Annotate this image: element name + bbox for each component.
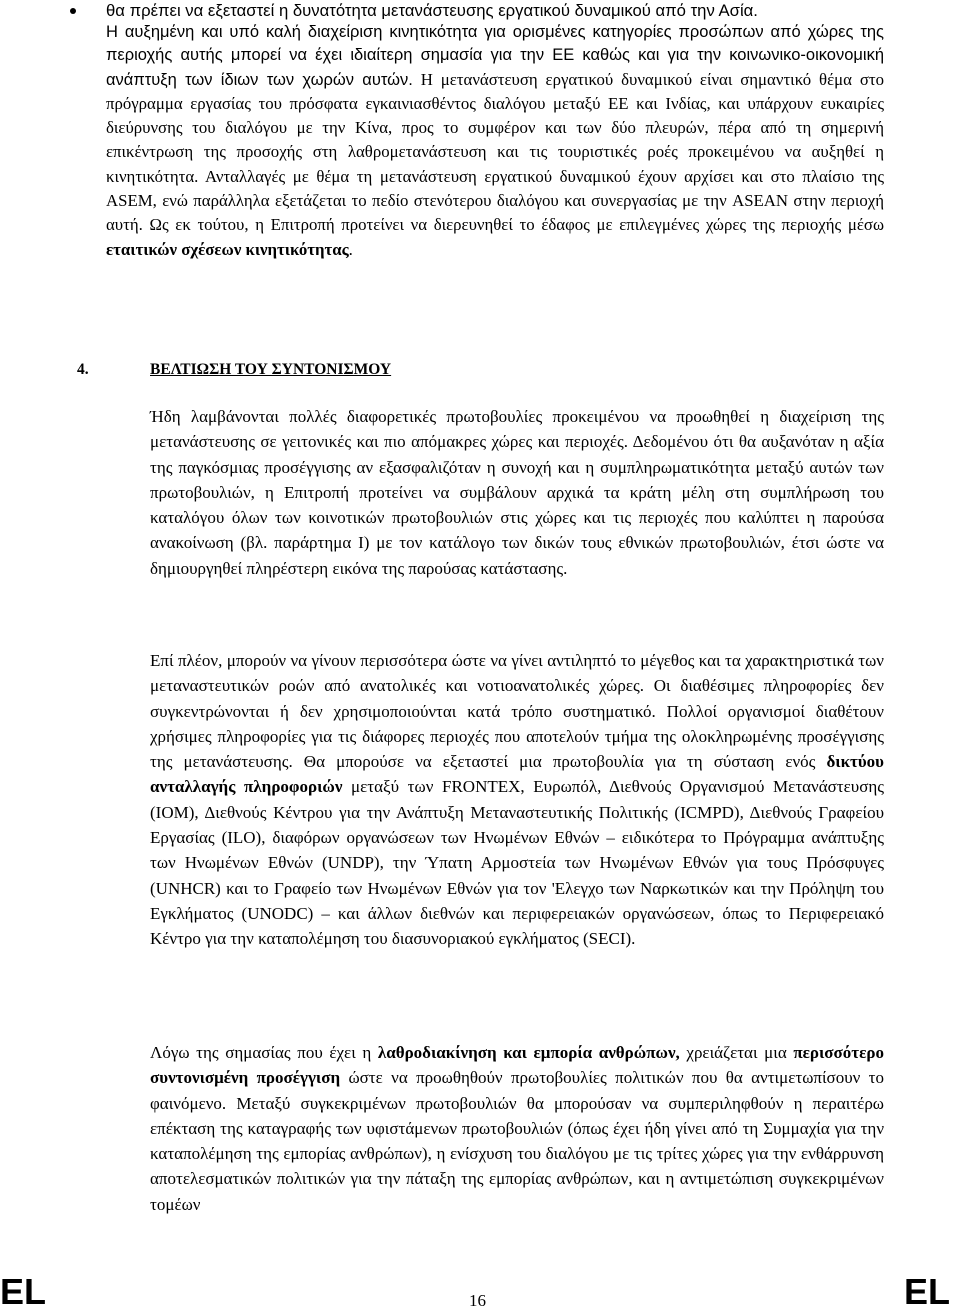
bullet-para-serif-text: Η μετανάστευση εργατικού δυναμικού είναι σημαντικό θέμα στο πρόγραμμα εργασίας του πρόσφατα εγκαινιασθέντος διαλόγου μεταξύ ΕΕ και Ινδίας, και υπάρχουν ευκαιρίες διεύρυνσης του διαλόγου με την Κίνα, προς το συμφέρον και των δύο πλευρών, πέρα από τη σημερινή επικέντρωση της προσοχής στη λαθρομετανάστευση και τις τουριστικές ροές προκειμένου να αυξηθεί η κινητικότητα. Ανταλλαγές με θέμα τη μετανάστευση εργατικού δυναμικού έχουν αρχίσει και στο πλαίσιο της ASEM, ενώ παράλληλα εξετάζεται το πεδίο στενότερου διαλόγου και συνεργασίας με την ASEAN στην περιοχή αυτή. Ως εκ τούτου, η Επιτροπή προτείνει να διερευνηθεί το έδαφος με επιλεγμένες χώρες της περιοχής μέσω xyxy=(106,69,885,235)
bullet-para-bold-text: εταιτικών σχέσεων κινητικότητας xyxy=(106,239,349,259)
paragraph-3-bold-1: λαθροδιακίνηση και εμπορία ανθρώπων, xyxy=(377,1043,680,1062)
bullet-text: θα πρέπει να εξεταστεί η δυνατότητα μετανάστευσης εργατικού δυναμικού από την Ασία. xyxy=(106,1,758,20)
paragraph-3-bold-2: περισσότερο συντονισμένη προσέγγιση xyxy=(150,1043,884,1088)
paragraph-1 xyxy=(150,404,884,581)
bullet-para-end: . xyxy=(348,239,353,259)
bullet-continuation-paragraph xyxy=(106,21,884,262)
bullet-para-sans-text: Η αυξημένη και υπό καλή διαχείριση κινητικότητα για ορισμένες κατηγορίες προσώπων από χώρες της περιοχής αυτής μπορεί να έχει ιδιαίτερη σημασία για την ΕΕ καθώς και για την κοινωνικο-οικονομική ανάπτυξη των ίδιων των χωρών αυτών. xyxy=(106,23,884,89)
paragraph-1-text: Ήδη λαμβάνονται πολλές διαφορετικές πρωτοβουλίες προκειμένου να προωθηθεί η διαχείριση της μετανάστευσης σε γειτονικές και πιο απόμακρες χώρες και περιοχές. Δεδομένου ότι θα αυξανόταν η αξία της παγκόσμιας προσέγγισης αν εξασφαλιζόταν η συνοχή και η συμπληρωματικότητα μεταξύ αυτών των πρωτοβουλιών, η Επιτροπή προτείνει να συμβάλουν αρχικά τα κράτη μέλη στη συμπλήρωση του καταλόγου όλων των κοινοτικών πρωτοβουλιών στις χώρες και τις περιοχές που καλύπτει η παρούσα ανακοίνωση (βλ. παράρτημα Ι) με τον κατάλογο των δικών τους εθνικών πρωτοβουλιών, έτσι ώστε να δημιουργηθεί πληρέστερη εικόνα της παρούσας κατάστασης. xyxy=(150,407,884,578)
section-number: 4. xyxy=(77,361,89,378)
footer-language-right: EL xyxy=(904,1271,951,1312)
page-number: 16 xyxy=(469,1291,486,1310)
paragraph-2-bold: δικτύου ανταλλαγής πληροφοριών xyxy=(150,752,884,797)
bullet-icon xyxy=(70,8,76,14)
paragraph-3-text-a: Λόγω της σημασίας που έχει η xyxy=(150,1043,378,1062)
paragraph-2-text-b: μεταξύ των FRONTEX, Ευρωπόλ, Διεθνούς Οργανισμού Μετανάστευσης (IOM), Διεθνούς Κέντρου για την Ανάπτυξη Μεταναστευτικής Πολιτικής (ICMPD), Διεθνούς Γραφείου Εργασίας (ILO), διαφόρων οργανώσεων των Ηνωμένων Εθνών – ειδικότερα το Πρόγραμμα ανάπτυξης των Ηνωμένων Εθνών (UNDP), την Ύπατη Αρμοστεία των Ηνωμένων Εθνών για τους Πρόσφυγες (UNHCR) και το Γραφείο των Ηνωμένων Εθνών για τον 'Ελεγχο των Ναρκωτικών και την Πρόληψη του Εγκλήματος (UNODC) – και άλλων διεθνών και περιφερειακών οργανώσεων, όπως το Περιφερειακό Κέντρο για την καταπολέμηση του διασυνοριακού εγκλήματος (SECI). xyxy=(150,777,884,949)
section-heading xyxy=(77,361,391,379)
paragraph-3-text-c: ώστε να προωθηθούν πρωτοβουλίες πολιτικών που θα αντιμετωπίσουν το φαινόμενο. Μεταξύ συγκεκριμένων πρωτοβουλιών θα μπορούσαν να συμπεριληφθούν η περαιτέρω επέκταση της καταγραφής των υφιστάμενων πρωτοβουλιών (όπως έχει ήδη γίνει από τη Συμμαχία για την καταπολέμηση της εμπορίας ανθρώπων), η ενίσχυση του διαλόγου με τις τρίτες χώρες για την ενθάρρυνση αποτελεσματικών πολιτικών για την πάταξη της εμπορίας ανθρώπων, και η αντιμετώπιση συγκεκριμένων τομέων xyxy=(150,1068,884,1214)
footer-language-left: EL xyxy=(0,1271,47,1312)
paragraph-2 xyxy=(150,648,884,952)
paragraph-3-text-b: χρειάζεται μια xyxy=(679,1043,794,1062)
section-title: ΒΕΛΤΙΩΣΗ ΤΟΥ ΣΥΝΤΟΝΙΣΜΟΥ xyxy=(150,361,392,378)
paragraph-2-text-a: Επί πλέον, μπορούν να γίνουν περισσότερα ώστε να γίνει αντιληπτό το μέγεθος και τα χαρακτηριστικά των μεταναστευτικών ροών από ανατολικές και νοτιοανατολικές χώρες. Οι διαθέσιμες πληροφορίες δεν συγκεντρώνονται ή δεν χρησιμοποιούνται κατά τρόπο συστηματικό. Πολλοί οργανισμοί διαθέτουν χρήσιμες πληροφορίες για τις διάφορες περιοχές που αποτελούν τμήμα της ολοκληρωμένης προσέγγισης της μετανάστευσης. Θα μπορούσε να εξεταστεί μια πρωτοβουλία για τη σύσταση ενός xyxy=(150,651,884,772)
paragraph-3 xyxy=(150,1040,884,1217)
